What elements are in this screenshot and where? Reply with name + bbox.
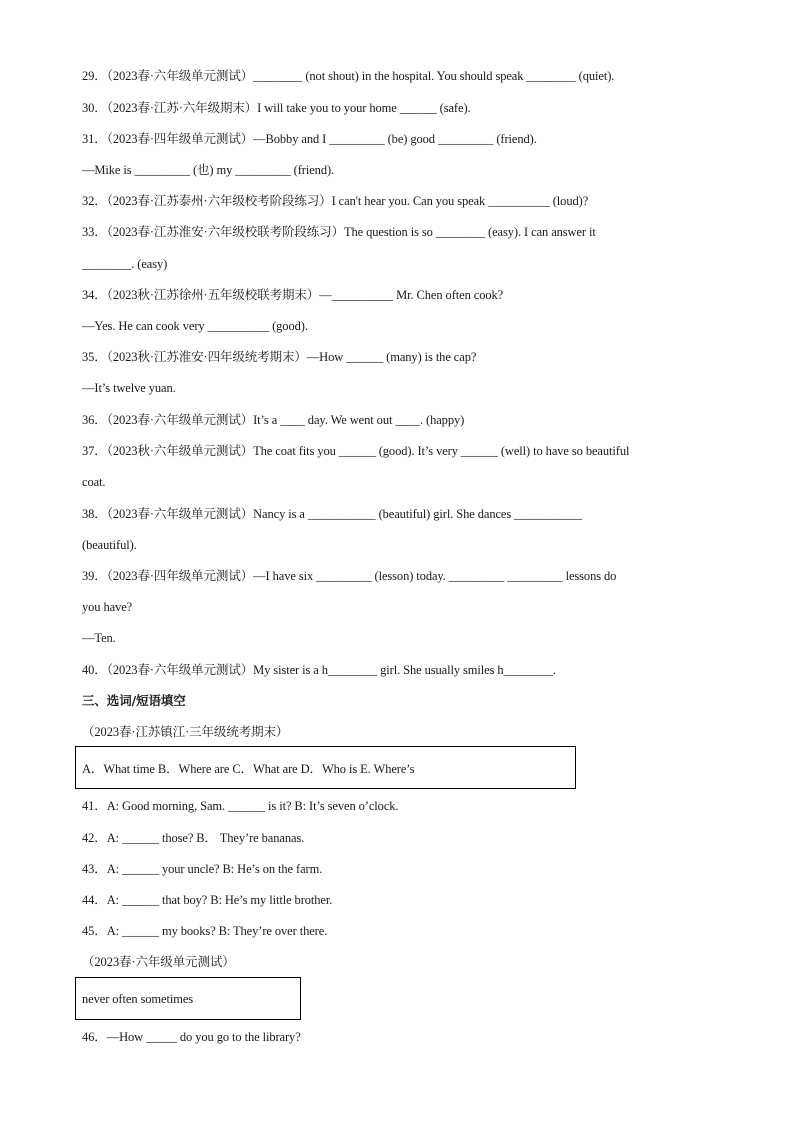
question-38-line-1: 38．（2023春·六年级单元测试）Nancy is a ___________ (beautiful) girl. She dances ___________	[82, 507, 582, 521]
question-45: 45．A: ______ my books? B: They’re over there.	[82, 924, 328, 938]
section-title: 三、选词/短语填空	[82, 693, 186, 708]
question-30: 30．（2023春·江苏·六年级期末）I will take you to your home ______ (safe).	[82, 101, 471, 115]
question-46: 46．—How _____ do you go to the library?	[82, 1030, 301, 1044]
question-36: 36．（2023春·六年级单元测试）It’s a ____ day. We went out ____. (happy)	[82, 413, 465, 427]
group-2-options-box	[75, 977, 301, 1020]
question-41: 41．A: Good morning, Sam. ______ is it? B: It’s seven o’clock.	[82, 799, 399, 813]
question-35-line-2: —It’s twelve yuan.	[82, 381, 176, 395]
question-29: 29．（2023春·六年级单元测试）________ (not shout) in the hospital. You should speak ________ (quiet).	[82, 69, 615, 83]
question-39-line-1: 39．（2023春·四年级单元测试）—I have six _________ (lesson) today. _________ _________ lessons do	[82, 569, 617, 583]
question-31-line-1: 31．（2023春·四年级单元测试）—Bobby and I _________ (be) good _________ (friend).	[82, 132, 537, 146]
question-32: 32．（2023春·江苏泰州·六年级校考阶段练习）I can't hear you. Can you speak __________ (loud)?	[82, 194, 589, 208]
question-38-line-2: (beautiful).	[82, 538, 137, 552]
question-33-line-1: 33．（2023春·江苏淮安·六年级校联考阶段练习）The question is so ________ (easy). I can answer it	[82, 225, 596, 239]
question-34-line-2: —Yes. He can cook very __________ (good).	[82, 319, 308, 333]
question-37-line-2: coat.	[82, 475, 106, 489]
question-34-line-1: 34．（2023秋·江苏徐州·五年级校联考期末）—__________ Mr. Chen often cook?	[82, 288, 504, 302]
question-37-line-1: 37．（2023秋·六年级单元测试）The coat fits you ______ (good). It’s very ______ (well) to have so beautiful	[82, 444, 630, 458]
question-40: 40．（2023春·六年级单元测试）My sister is a h________ girl. She usually smiles h________.	[82, 663, 556, 677]
question-33-line-2: ________. (easy)	[82, 257, 168, 271]
group-1-options: A．What time B．Where are C．What are D．Who is E. Where’s	[82, 762, 415, 776]
question-44: 44．A: ______ that boy? B: He’s my little brother.	[82, 893, 333, 907]
group-2-source: （2023春·六年级单元测试）	[82, 955, 235, 969]
question-31-line-2: —Mike is _________ (也) my _________ (friend).	[82, 163, 335, 177]
group-1-options-box	[75, 746, 576, 789]
group-1-source: （2023春·江苏镇江·三年级统考期末）	[82, 725, 289, 739]
question-39-line-2: you have?	[82, 600, 133, 614]
question-39-line-3: —Ten.	[82, 631, 116, 645]
question-42: 42．A: ______ those? B． They’re bananas.	[82, 831, 305, 845]
question-43: 43．A: ______ your uncle? B: He’s on the farm.	[82, 862, 323, 876]
group-2-options: never often sometimes	[82, 992, 194, 1006]
question-35-line-1: 35．（2023秋·江苏淮安·四年级统考期末）—How ______ (many) is the cap?	[82, 350, 477, 364]
